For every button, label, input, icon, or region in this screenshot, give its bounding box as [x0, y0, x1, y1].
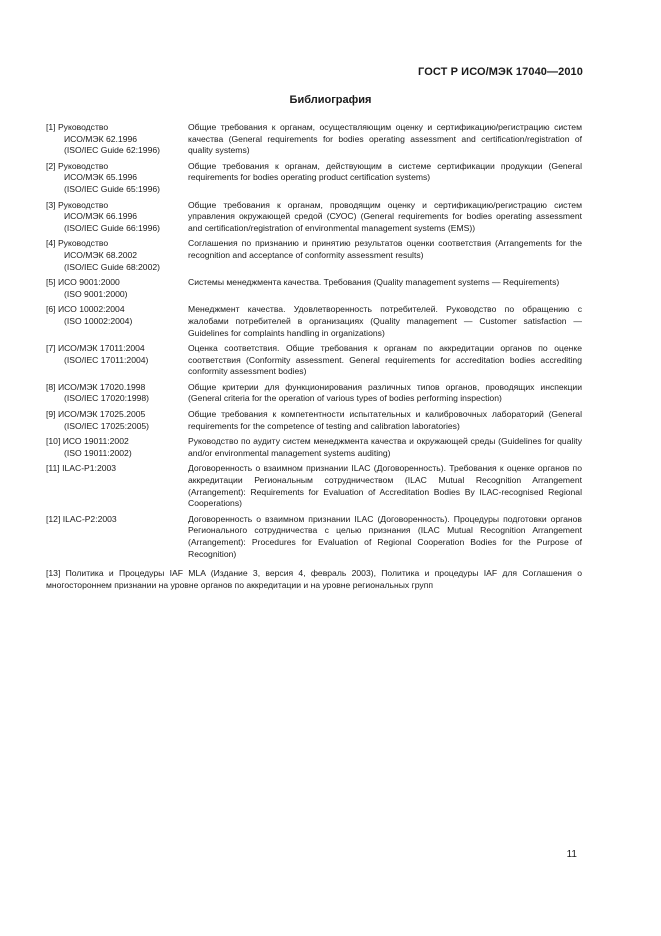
bibliography-entry-2: [46, 161, 582, 196]
entry-description: Менеджмент качества. Удовлетворенность потребителей. Руководство по обращению с жалобами потребителей в организациях (Quality management — Customer satisfaction — Guidelines for complaints handling in organizations): [188, 304, 582, 338]
entry-reference: [10] ИСО 19011:2002 (ISO 19011:2002): [46, 436, 132, 458]
bibliography-entry-12: [46, 514, 582, 560]
entry-reference: [6] ИСО 10002:2004 (ISO 10002:2004): [46, 304, 133, 326]
bibliography-entry-9: [46, 409, 582, 432]
bibliography-entry-6: [46, 304, 582, 339]
bibliography-entry-3: [46, 200, 582, 235]
bibliography-entry-4: [46, 238, 582, 273]
page-number: 11: [566, 849, 577, 860]
page-title: Библиография: [289, 94, 372, 106]
entry-description: Договоренность о взаимном признании ILAC (Договоренность). Требования к оценке органов по аккредитации Региональным сотрудничеством (ILAC Mutual Recognition Arrangement (Arrangement): Requirements for Evaluation of Accreditation Bodies By ILAC-recognised Regional Cooperations): [188, 463, 582, 509]
entry-description: Общие требования к органам, проводящим оценку и сертификацию/регистрацию систем управления окружающей средой (СУОС) (General requirements for bodies operating assessment and certification/registration of environmental management systems (EMS)): [188, 199, 582, 233]
bibliography-entry-13: [13] Политика и Процедуры IAF MLA (Издание 3, версия 4, февраль 2003), Политика и процедуры IAF для Соглашения о многостороннем признании на уровне органов по аккредитации и на уровне региональных групп: [46, 568, 582, 590]
entry-description: Общие критерии для функционирования различных типов органов, проводящих инспекции (General criteria for the operation of various types of bodies performing inspection): [188, 381, 582, 404]
entry-reference: [5] ИСО 9001:2000 (ISO 9001:2000): [46, 277, 128, 299]
entry-description: Системы менеджмента качества. Требования (Quality management systems — Requirements): [188, 277, 560, 288]
bibliography-list: [46, 122, 582, 591]
entry-reference: [4] Руководство ИСО/МЭК 68.2002 (ISO/IEC Guide 68:2002): [46, 238, 161, 272]
entry-reference: [12] ILAC-P2:2003: [46, 513, 117, 524]
document-code-header: ГОСТ Р ИСО/МЭК 17040—2010: [418, 66, 583, 78]
entry-reference: [9] ИСО/МЭК 17025.2005 (ISO/IEC 17025:2005): [46, 409, 150, 431]
entry-reference: [1] Руководство ИСО/МЭК 62.1996 (ISO/IEC Guide 62:1996): [46, 122, 161, 156]
entry-description: Оценка соответствия. Общие требования к органам по аккредитации органов по оценке соответствия (Conformity assessment. General requirements for accreditation bodies accrediting conformity assessment bodies): [188, 343, 582, 377]
entry-reference: [3] Руководство ИСО/МЭК 66.1996 (ISO/IEC Guide 66:1996): [46, 199, 161, 233]
bibliography-entry-8: [46, 382, 582, 405]
entry-description: Общие требования к органам, осуществляющим оценку и сертификацию/регистрацию систем качества (General requirements for bodies operating assessment and certification/registration of quality systems): [188, 122, 582, 156]
entry-description: Общие требования к органам, действующим в системе сертификации продукции (General requirements for bodies operating product certification systems): [188, 160, 582, 183]
entry-description: Руководство по аудиту систем менеджмента качества и окружающей среды (Guidelines for quality and/or environmental management systems auditing): [188, 436, 582, 458]
entry-reference: [7] ИСО/МЭК 17011:2004 (ISO/IEC 17011:2004): [46, 343, 149, 365]
bibliography-entry-10: [46, 436, 582, 459]
bibliography-entry-11: [46, 463, 582, 509]
bibliography-entry-5: [46, 277, 582, 300]
entry-description: Общие требования к компетентности испытательных и калибровочных лабораторий (General requirements for the competence of testing and calibration laboratories): [188, 409, 582, 431]
entry-reference: [8] ИСО/МЭК 17020.1998 (ISO/IEC 17020:1998): [46, 381, 150, 404]
entry-reference: [11] ILAC-P1:2003: [46, 463, 117, 474]
bibliography-entry-1: [46, 122, 582, 157]
entry-description: Договоренность о взаимном признании ILAC (Договоренность). Процедуры подготовки органов Регионального сотрудничества с целью признания (ILAC Mutual Recognition Arrangement (Arrangement): Procedures for Evaluation of Regional Cooperation Bodies for the Purpose of Recognition): [188, 513, 582, 559]
entry-description: Соглашения по признанию и принятию результатов оценки соответствия (Arrangements for the recognition and acceptance of conformity assessment results): [188, 238, 582, 260]
entry-reference: [2] Руководство ИСО/МЭК 65.1996 (ISO/IEC Guide 65:1996): [46, 160, 161, 194]
bibliography-entry-7: [46, 343, 582, 378]
